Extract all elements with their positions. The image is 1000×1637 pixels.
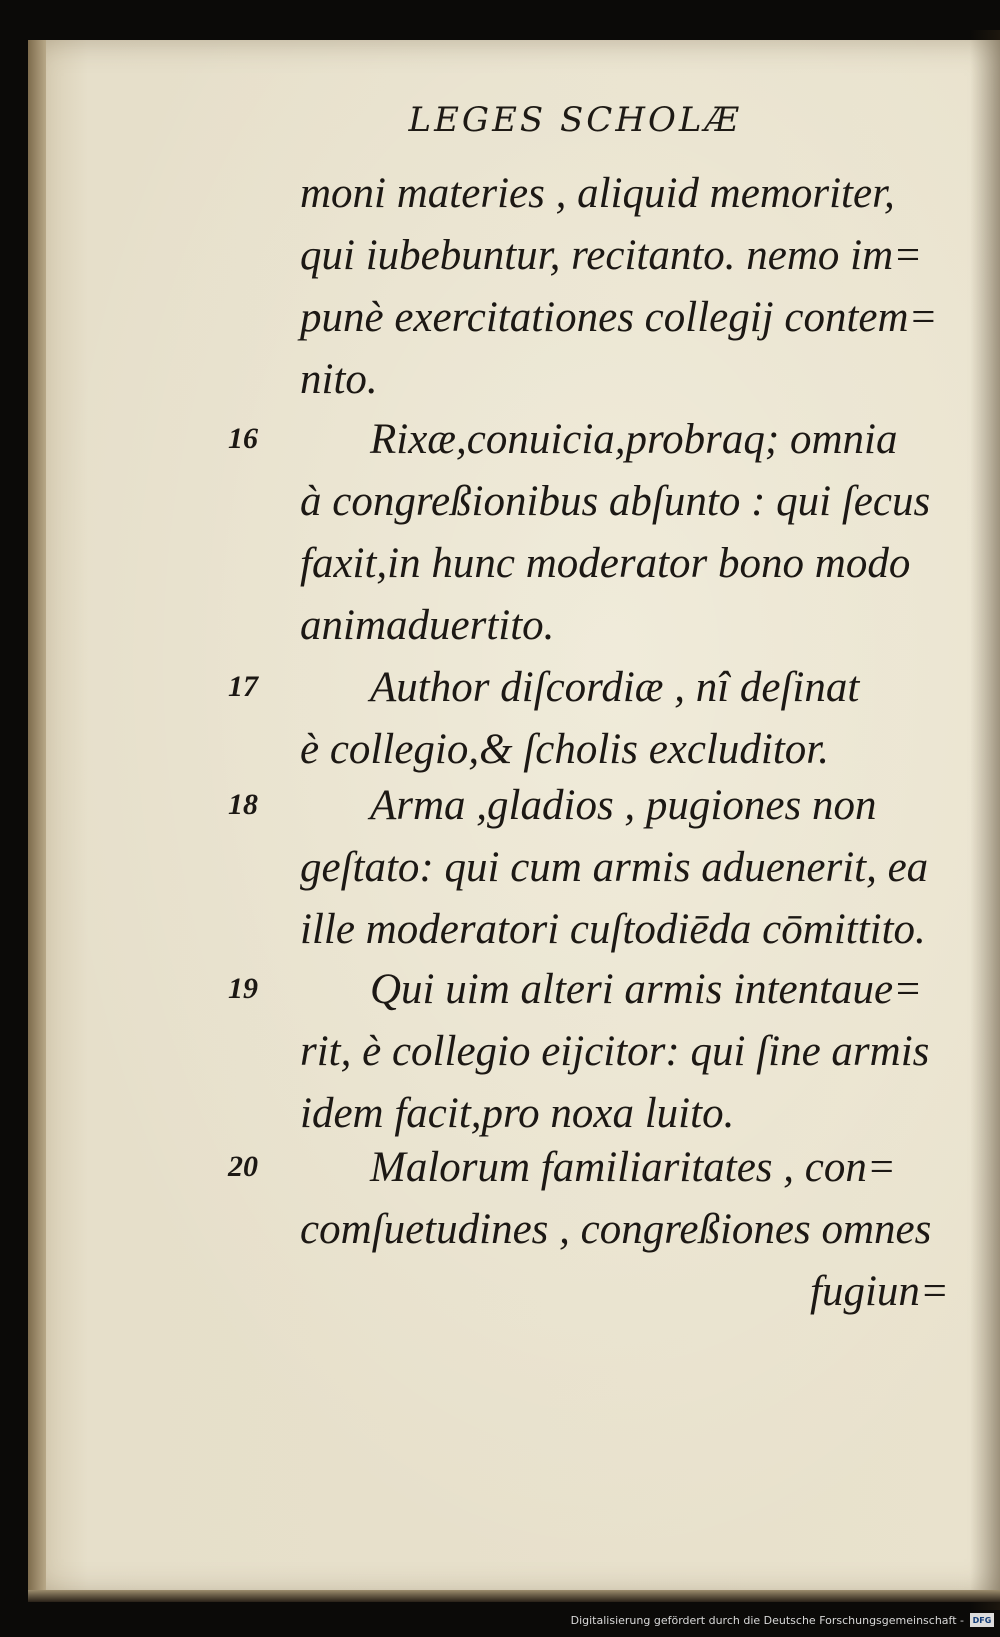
page-gutter-edge: [28, 40, 46, 1595]
rule-number: 16: [228, 422, 258, 455]
rule-number: 18: [228, 788, 258, 821]
text-line: rit, è collegio eijcitor: qui ſine armis: [300, 1028, 930, 1075]
digitization-credit: [571, 1607, 994, 1633]
text-line: Qui uim alteri armis intentaue=: [370, 966, 923, 1013]
rule-number: 20: [228, 1150, 258, 1183]
page-bottom-edge: [28, 1590, 1000, 1602]
text-line: à congreßionibus abſunto : qui ſecus: [300, 478, 931, 525]
text-line: nito.: [300, 356, 378, 403]
text-line: comſuetudines , congreßiones omnes: [300, 1206, 932, 1253]
text-line: ille moderatori cuſtodiēda cōmittito.: [300, 906, 926, 953]
credit-text: Digitalisierung gefördert durch die Deutsche Forschungsgemeinschaft -: [570, 1613, 964, 1627]
text-line: animaduertito.: [300, 602, 555, 649]
dfg-logo-icon: DFG: [970, 1613, 994, 1627]
text-line: geſtato: qui cum armis aduenerit, ea: [300, 844, 929, 891]
catchword: fugiun=: [810, 1268, 949, 1315]
rule-number: 19: [228, 972, 258, 1005]
text-line: faxit,in hunc moderator bono modo: [300, 540, 911, 587]
running-header: LEGES SCHOLÆ: [408, 100, 742, 140]
text-line: Arma ,gladios , pugiones non: [370, 782, 877, 829]
text-line: idem facit,pro noxa luito.: [300, 1090, 735, 1137]
text-line: qui iubebuntur, recitanto. nemo im=: [300, 232, 923, 279]
text-line: punè exercitationes collegij contem=: [300, 294, 938, 341]
text-line: Malorum familiaritates , con=: [370, 1144, 896, 1191]
text-line: Rixæ,conuicia,probraq; omnia: [370, 416, 898, 463]
text-line: moni materies , aliquid memoriter,: [300, 170, 895, 217]
text-line: Author diſcordiæ , nî deſinat: [370, 664, 860, 711]
facing-page-shadow: [970, 30, 1000, 1610]
text-line: è collegio,& ſcholis excluditor.: [300, 726, 830, 773]
rule-number: 17: [228, 670, 258, 703]
